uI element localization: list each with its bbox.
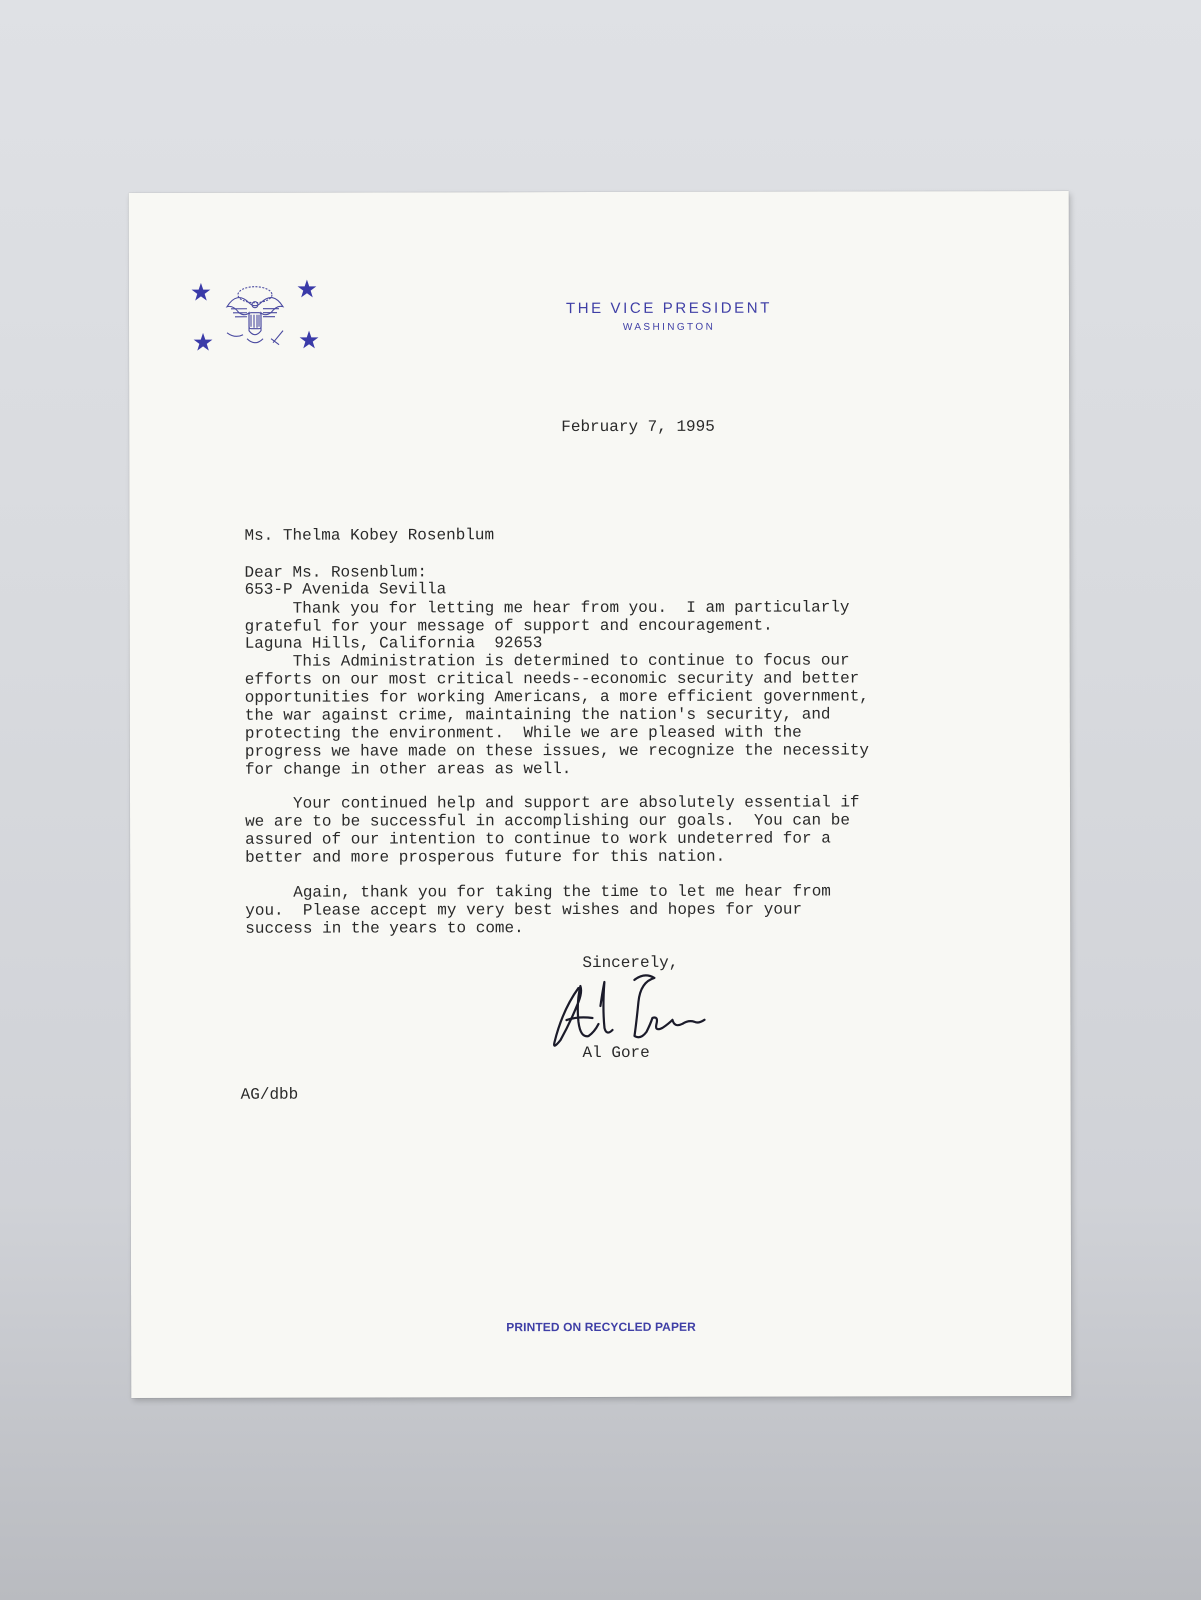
- reference-initials: AG/dbb: [240, 1085, 299, 1104]
- letterhead: [529, 300, 809, 334]
- paragraph-4: Again, thank you for taking the time to let me hear from you. Please accept my very best wishes and hopes for your success in the years to come.: [245, 882, 831, 938]
- signer-name: Al Gore: [582, 1043, 650, 1063]
- star-icon: [300, 331, 319, 349]
- star-icon: [194, 333, 213, 351]
- recycled-paper-notice: PRINTED ON RECYCLED PAPER: [506, 1319, 696, 1335]
- closing: Sincerely,: [582, 953, 679, 973]
- recipient-city: Laguna Hills, California 92653: [244, 634, 543, 653]
- recipient-street: 653-P Avenida Sevilla: [244, 580, 447, 599]
- vice-presidential-seal-icon: [187, 273, 327, 373]
- letterhead-title: THE VICE PRESIDENT: [565, 299, 772, 318]
- star-icon: [298, 280, 317, 298]
- seal-block: [187, 273, 327, 373]
- star-icon: [192, 283, 211, 301]
- paragraph-3: Your continued help and support are absolutely essential if we are to be successful in accomplishing our goals. You can be assured of our intention to continue to work undeterred for a better and more prosperous future for this nation.: [244, 793, 860, 867]
- letterhead-location: WASHINGTON: [622, 321, 716, 333]
- paragraph-2: This Administration is determined to continue to focus our efforts on our most critical needs--economic security and better opportunities for working Americans, a more efficient government, the war against crime, maintaining the nation's security, and protecting the environment. While we are pleased with the progress we have made on these issues, we recognize the necessity for change in other areas as well.: [244, 651, 870, 779]
- paragraph-1: Thank you for letting me hear from you. I am particularly grateful for your message of support and encouragement.: [244, 598, 850, 636]
- letter-date: February 7, 1995: [561, 417, 715, 437]
- letter-paper: [129, 191, 1072, 1398]
- salutation: Dear Ms. Rosenblum:: [244, 563, 427, 582]
- recipient-name: Ms. Thelma Kobey Rosenblum: [244, 526, 495, 545]
